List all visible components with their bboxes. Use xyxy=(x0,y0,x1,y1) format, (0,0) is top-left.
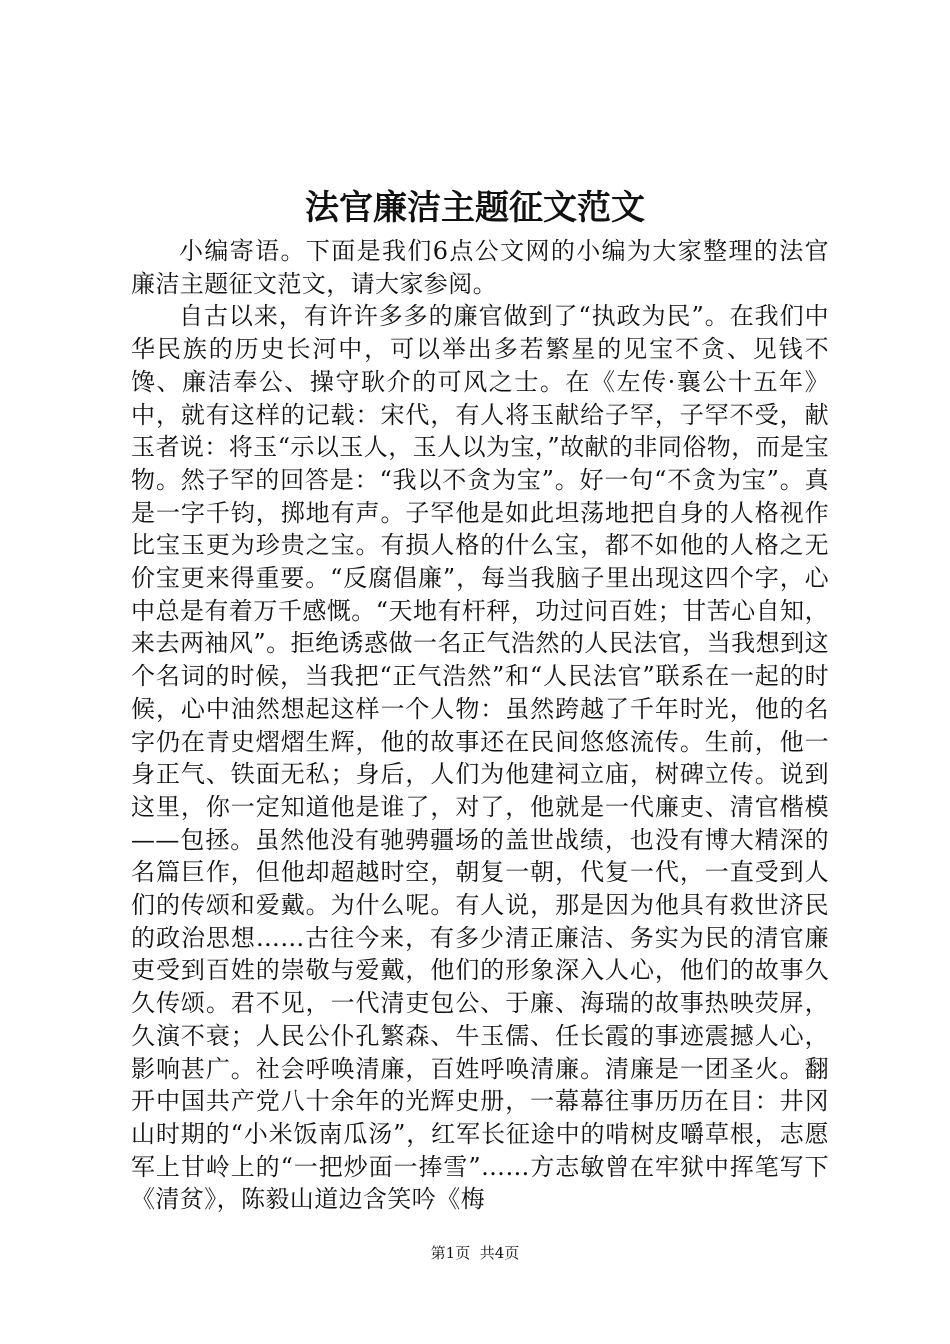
document-title: 法官廉洁主题征文范文 xyxy=(305,188,645,228)
page-number: 第1页 xyxy=(430,1244,471,1262)
main-paragraph: 自古以来，有许许多多的廉官做到了“执政为民”。在我们中华民族的历史长河中，可以举出多若繁星的见宝不贪、见钱不馋、廉洁奉公、操守耿介的可风之士。在《左传·襄公十五年》中，就有这样的记载：宋代，有人将玉献给子罕，子罕不受，献玉者说：将玉“示以玉人，玉人以为宝，”故献的非同俗物，而是宝物。然子罕的回答是：“我以不贪为宝”。好一句“不贪为宝”。真是一字千钧，掷地有声。子罕他是如此坦荡地把自身的人格视作比宝玉更为珍贵之宝。有损人格的什么宝，都不如他的人格之无价宝更来得重要。“反腐倡廉”，每当我脑子里出现这四个字，心中总是有着万千感慨。“天地有杆秤，功过问百姓；甘苦心自知，来去两袖风”。拒绝诱惑做一名正气浩然的人民法官，当我想到这个名词的时候，当我把“正气浩然”和“人民法官”联系在一起的时候，心中油然想起这样一个人物：虽然跨越了千年时光，他的名字仍在青史熠熠生辉，他的故事还在民间悠悠流传。生前，他一身正气、铁面无私；身后，人们为他建祠立庙，树碑立传。说到这里，你一定知道他是谁了，对了，他就是一代廉吏、清官楷模——包拯。虽然他没有驰骋疆场的盖世战绩，也没有博大精深的名篇巨作，但他却超越时空，朝复一朝，代复一代，一直受到人们的传颂和爱戴。为什么呢。有人说，那是因为他具有救世济民的政治思想……古往今来，有多少清正廉洁、务实为民的清官廉吏受到百姓的崇敬与爱戴，他们的形象深入人心，他们的故事久久传颂。君不见，一代清吏包公、于廉、海瑞的故事热映荧屏，久演不衰；人民公仆孔繁森、牛玉儒、任长霞的事迹震撼人心，影响甚广。社会呼唤清廉，百姓呼唤清廉。清廉是一团圣火。翻开中国共产党八十余年的光辉史册，一幕幕往事历历在目：井冈山时期的“小米饭南瓜汤”，红军长征途中的啃树皮嚼草根，志愿军上甘岭上的“一把炒面一捧雪”……方志敏曾在牢狱中挥笔写下《清贫》，陈毅山道边含笑吟《梅 xyxy=(131,302,829,1214)
document-body xyxy=(131,235,829,1216)
page-total: 共4页 xyxy=(479,1244,520,1262)
page-footer xyxy=(0,1243,950,1263)
intro-paragraph: 小编寄语。下面是我们6点公文网的小编为大家整理的法官廉洁主题征文范文，请大家参阅。 xyxy=(131,237,829,298)
footer-spacer xyxy=(470,1244,480,1262)
